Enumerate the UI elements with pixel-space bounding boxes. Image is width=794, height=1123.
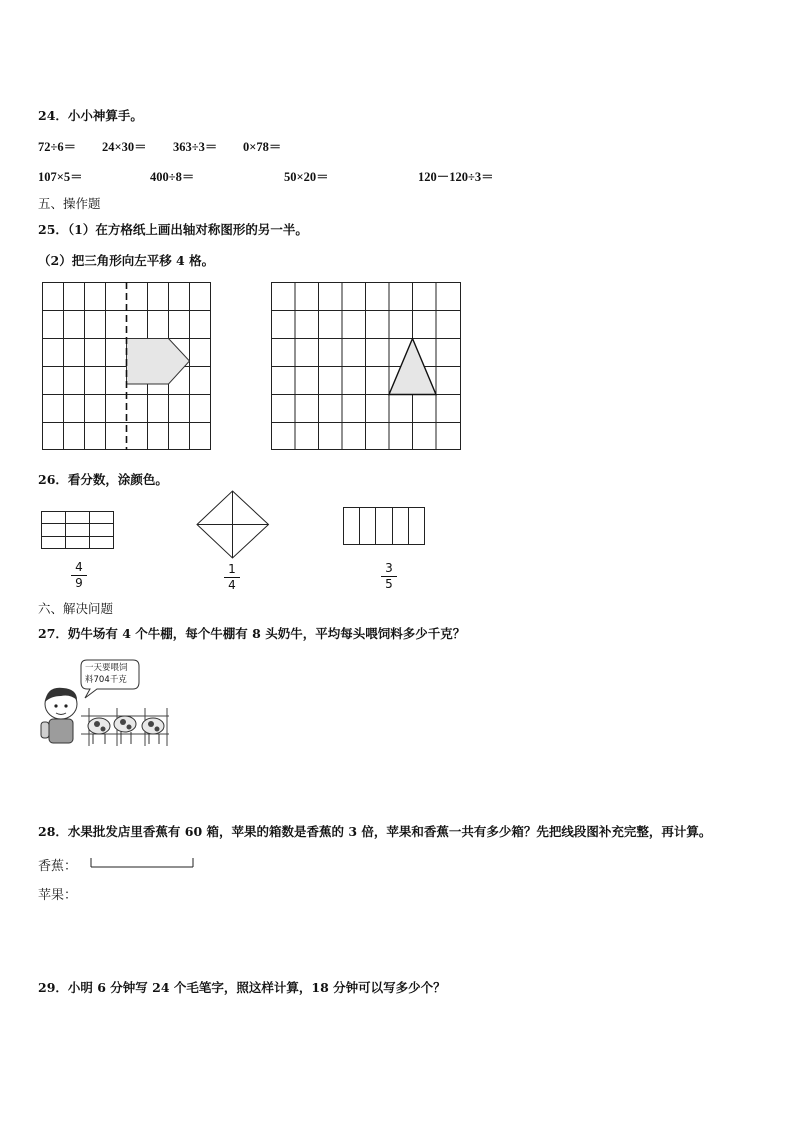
q24-title: 24．小小神算手。: [38, 108, 143, 123]
translation-grid: [271, 282, 462, 450]
fraction-denominator: 5: [385, 577, 393, 591]
fraction-one-quarter: [222, 563, 242, 592]
bubble-line-1: 一天要喂饲: [85, 663, 128, 673]
q24-expr-7: 50×20＝: [284, 170, 329, 184]
q24-expr-6: 400÷8＝: [150, 170, 195, 184]
fraction-numerator: 4: [75, 560, 83, 574]
rhombus-quarters-figure: [196, 490, 270, 560]
rectangle-fifths-figure: [343, 507, 426, 547]
q29-title: 29．小明 6 分钟写 24 个毛笔字，照这样计算，18 分钟可以写多少个？: [38, 980, 446, 995]
banana-label: 香蕉：: [38, 859, 78, 874]
q25-part2: （2）把三角形向左平移 4 格。: [38, 253, 215, 268]
q24-expr-3: 363÷3＝: [173, 140, 218, 154]
bubble-line-2: 料704千克: [85, 675, 127, 685]
fraction-denominator: 9: [75, 576, 83, 590]
boy-figure: [41, 688, 77, 743]
speech-bubble-text: [85, 662, 128, 686]
fraction-denominator: 4: [228, 578, 236, 592]
section-6-title: 六、解决问题: [38, 601, 114, 616]
q28-title: 28．水果批发店里香蕉有 60 箱，苹果的箱数是香蕉的 3 倍，苹果和香蕉一共有多少箱？先把线段图补充完整，再计算。: [38, 824, 712, 839]
fraction-three-fifths: [379, 562, 399, 591]
rectangle-ninths-figure: [41, 511, 115, 551]
cows-fence: [81, 708, 169, 746]
banana-line-segment: [90, 858, 196, 870]
q24-expr-2: 24×30＝: [102, 140, 147, 154]
symmetry-grid: [42, 282, 212, 450]
q24-expr-4: 0×78＝: [243, 140, 282, 154]
fraction-four-ninths: [69, 561, 89, 590]
q24-expr-5: 107×5＝: [38, 170, 83, 184]
half-pentagon-shape: [127, 339, 190, 385]
fraction-numerator: 3: [385, 561, 393, 575]
fraction-numerator: 1: [228, 562, 236, 576]
apple-label: 苹果：: [38, 888, 78, 903]
section-5-title: 五、操作题: [38, 196, 101, 211]
q26-title: 26．看分数，涂颜色。: [38, 472, 168, 487]
q24-expr-1: 72÷6＝: [38, 140, 77, 154]
q24-expr-8: 120－120÷3＝: [418, 170, 494, 184]
q27-title: 27．奶牛场有 4 个牛棚，每个牛棚有 8 头奶牛，平均每头喂饲料多少千克？: [38, 626, 466, 641]
q25-part1: 25．（1）在方格纸上画出轴对称图形的另一半。: [38, 222, 308, 237]
